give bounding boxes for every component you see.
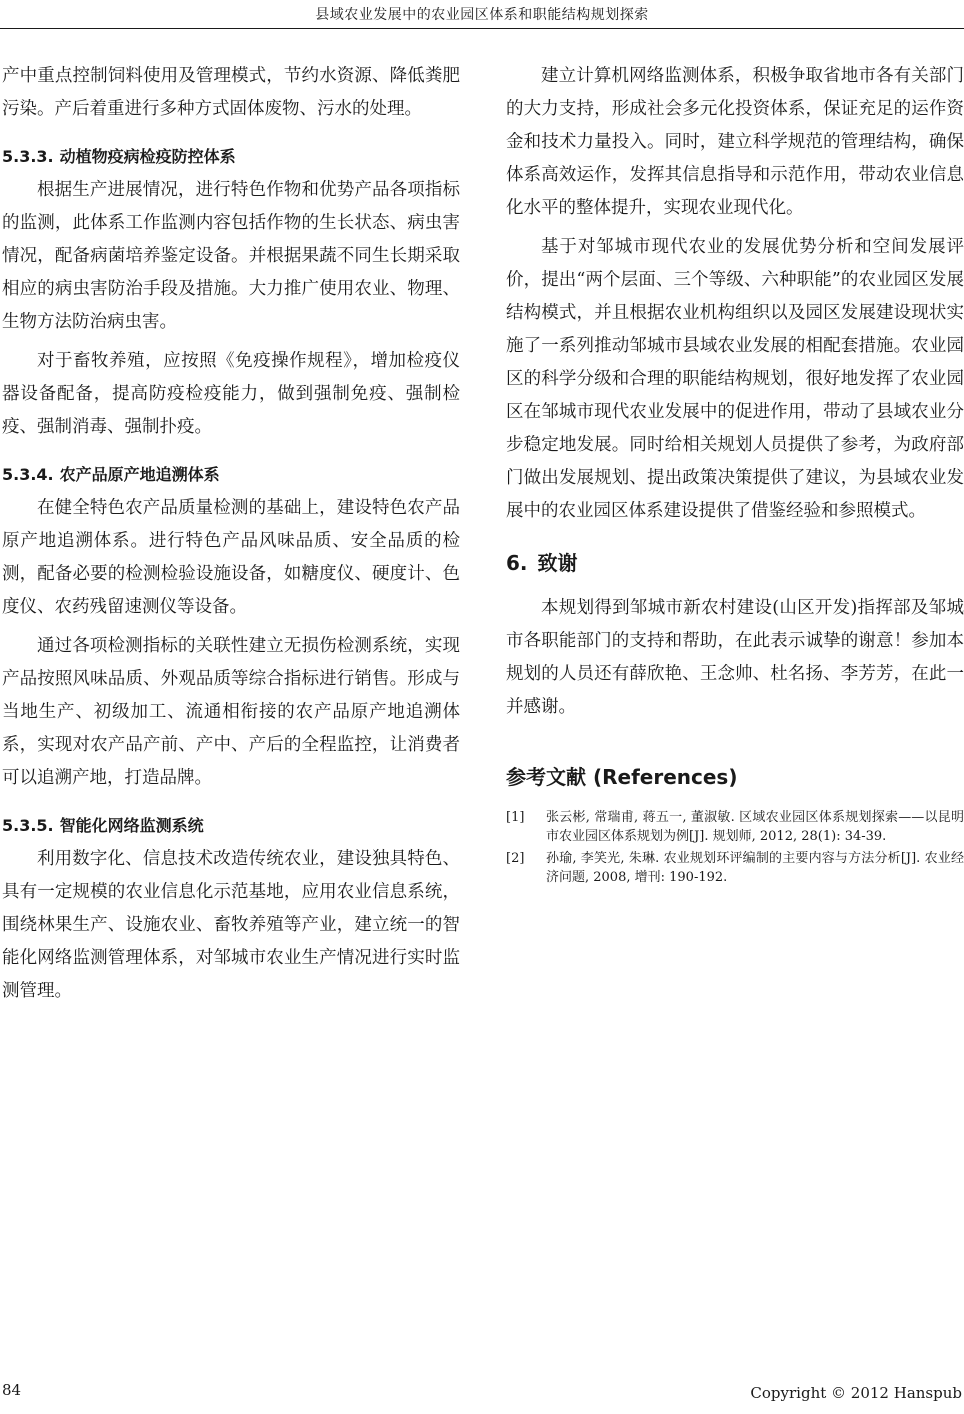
- section-heading-6: [506, 548, 964, 578]
- body-paragraph: 基于对邹城市现代农业的发展优势分析和空间发展评价，提出“两个层面、三个等级、六种职能”的农业园区发展结构模式，并且根据农业机构组织以及园区发展建设现状实施了一系列推动邹城市县域农业发展的相配套措施。农业园区的科学分级和合理的职能结构规划，很好地发挥了农业园区在邹城市现代农业发展中的促进作用，带动了县域农业分步稳定地发展。同时给相关规划人员提供了参考，为政府部门做出发展规划、提出政策决策提供了建议，为县域农业发展中的农业园区体系建设提供了借鉴经验和参照模式。: [506, 237, 964, 521]
- body-paragraph: 利用数字化、信息技术改造传统农业，建设独具特色、具有一定规模的农业信息化示范基地，应用农业信息系统，围绕林果生产、设施农业、畜牧养殖等产业，建立统一的智能化网络监测管理体系，对邹城市农业生产情况进行实时监测管理。: [2, 849, 460, 1001]
- header-rule: [0, 28, 964, 29]
- body-paragraph: 通过各项检测指标的关联性建立无损伤检测系统，实现产品按照风味品质、外观品质等综合指标进行销售。形成与当地生产、初级加工、流通相衔接的农产品原产地追溯体系，实现对农产品产前、产中、产后的全程监控，让消费者可以追溯产地，打造品牌。: [2, 636, 460, 788]
- page-number: 84: [2, 1381, 22, 1399]
- body-paragraph: 根据生产进展情况，进行特色作物和优势产品各项指标的监测，此体系工作监测内容包括作物的生长状态、病虫害情况，配备病菌培养鉴定设备。并根据果蔬不同生长期采取相应的病虫害防治手段及措施。大力推广使用农业、物理、生物方法防治病虫害。: [2, 180, 460, 332]
- reference-item: [506, 849, 964, 887]
- body-paragraph: 产中重点控制饲料使用及管理模式，节约水资源、降低粪肥污染。产后着重进行多种方式固体废物、污水的处理。: [2, 66, 460, 119]
- section-heading-5-3-5: [2, 811, 460, 841]
- reference-text: 张云彬, 常瑞甫, 蒋五一, 董淑敏. 区域农业园区体系规划探索——以昆明市农业园区体系规划为例[J]. 规划师, 2012, 28(1): 34-39.: [546, 810, 964, 844]
- reference-number: [1]: [506, 810, 525, 825]
- section-heading-5-3-3: [2, 142, 460, 172]
- section-number: 5.3.4.: [2, 465, 54, 484]
- section-heading-5-3-4: [2, 460, 460, 490]
- reference-item: [506, 808, 964, 846]
- reference-number: [2]: [506, 851, 525, 866]
- copyright-notice: Copyright © 2012 Hanspub: [750, 1384, 962, 1402]
- running-header-title: 县域农业发展中的农业园区体系和职能结构规划探索: [315, 7, 649, 23]
- references-heading: 参考文献 (References): [506, 765, 738, 789]
- section-title: 致谢: [537, 551, 578, 575]
- section-number: 5.3.3.: [2, 147, 54, 166]
- reference-list: [506, 808, 964, 887]
- section-number: 5.3.5.: [2, 816, 54, 835]
- section-title: 农产品原产地追溯体系: [59, 465, 220, 484]
- body-paragraph: 在健全特色农产品质量检测的基础上，建设特色农产品原产地追溯体系。进行特色产品风味品质、安全品质的检测，配备必要的检测检验设施设备，如糖度仪、硬度计、色度仪、农药残留速测仪等设备。: [2, 498, 460, 617]
- right-column: [506, 60, 964, 890]
- left-column: [2, 60, 460, 1014]
- body-paragraph: 对于畜牧养殖，应按照《免疫操作规程》，增加检疫仪器设备配备，提高防疫检疫能力，做到强制免疫、强制检疫、强制消毒、强制扑疫。: [2, 351, 460, 437]
- acknowledgement-paragraph: 本规划得到邹城市新农村建设(山区开发)指挥部及邹城市各职能部门的支持和帮助，在此表示诚挚的谢意！参加本规划的人员还有薛欣艳、王念帅、杜名扬、李芳芳，在此一并感谢。: [506, 598, 964, 717]
- section-number: 6.: [506, 551, 528, 575]
- section-title: 智能化网络监测系统: [59, 816, 204, 835]
- body-paragraph: 建立计算机网络监测体系，积极争取省地市各有关部门的大力支持，形成社会多元化投资体系，保证充足的运作资金和技术力量投入。同时，建立科学规范的管理结构，确保体系高效运作，发挥其信息指导和示范作用，带动农业信息化水平的整体提升，实现农业现代化。: [506, 66, 964, 218]
- section-title: 动植物疫病检疫防控体系: [59, 147, 236, 166]
- reference-text: 孙瑜, 李笑光, 朱琳. 农业规划环评编制的主要内容与方法分析[J]. 农业经济问题, 2008, 增刊: 190-192.: [546, 851, 964, 885]
